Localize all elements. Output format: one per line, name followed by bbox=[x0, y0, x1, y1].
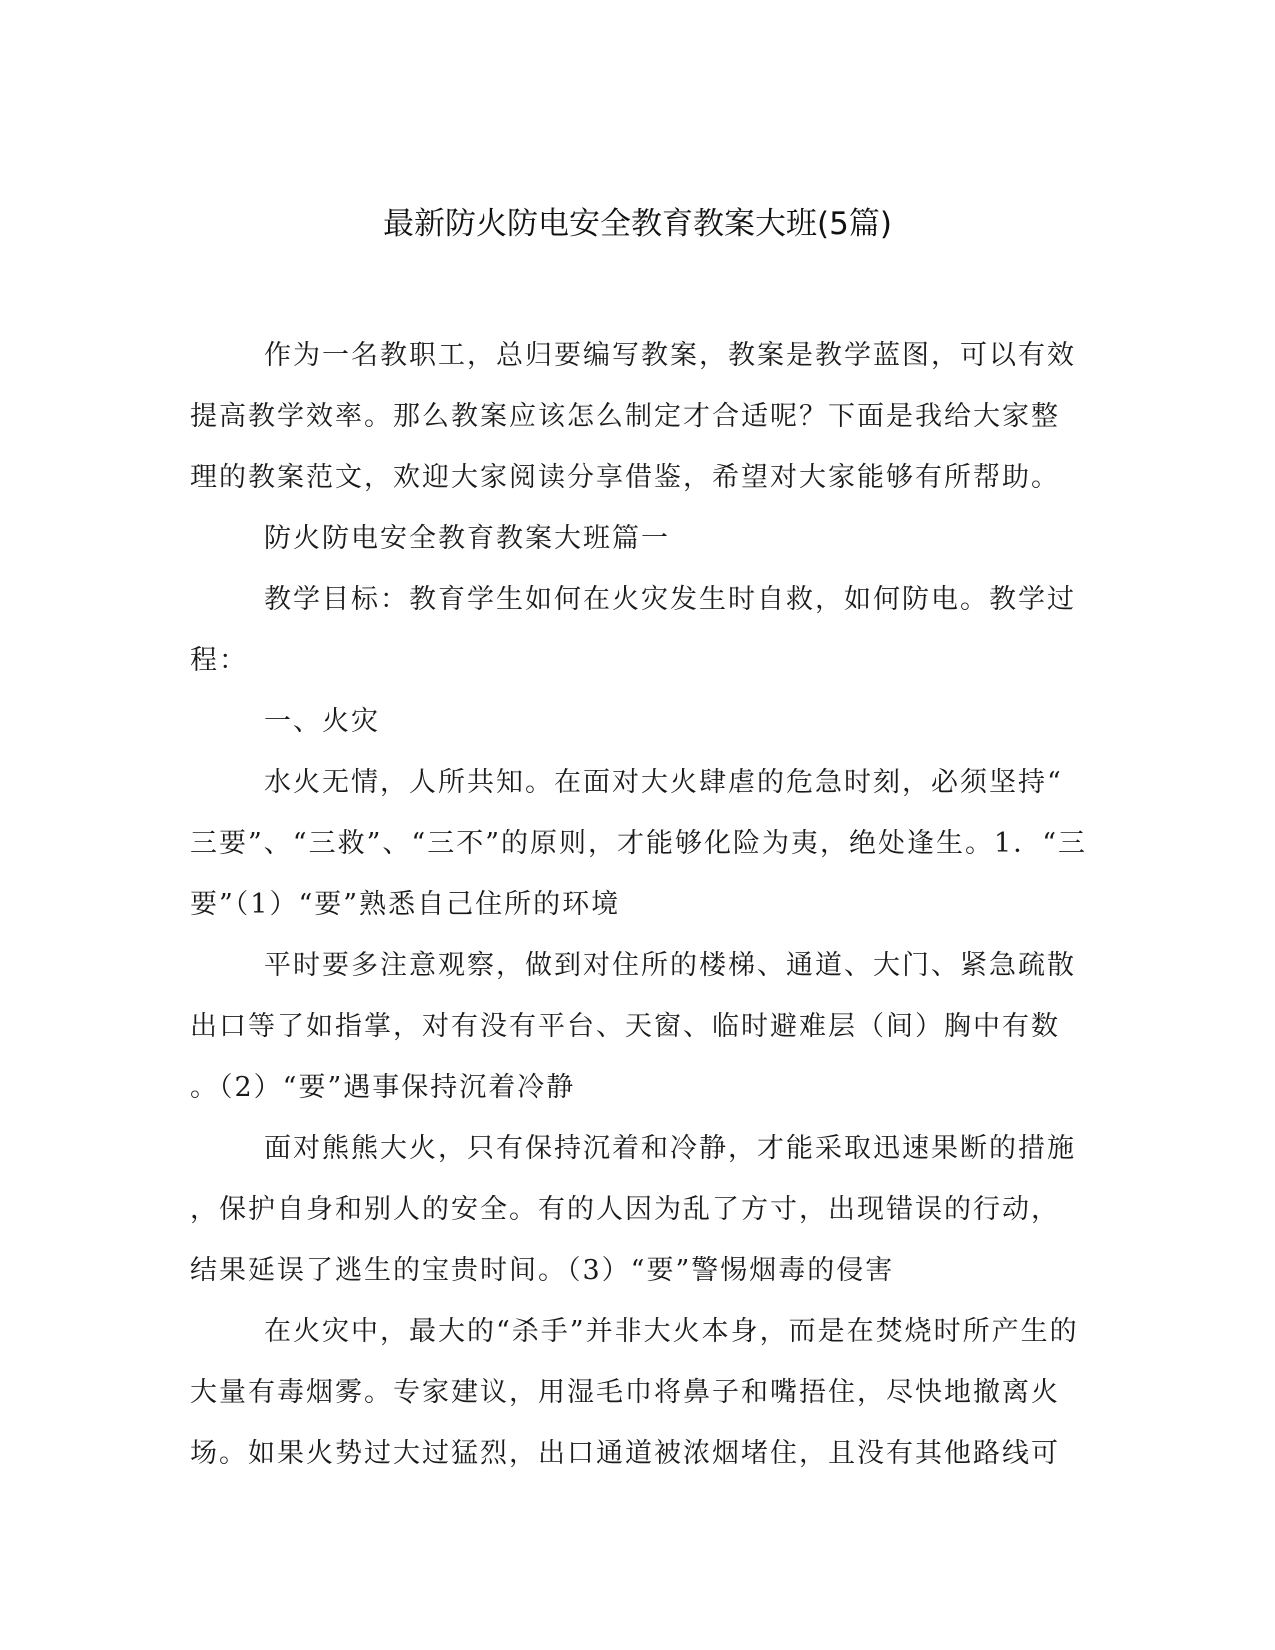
text-line: 三要”、“三救”、“三不”的原则，才能够化险为夷，绝处逢生。1．“三 bbox=[190, 828, 1087, 859]
text-line: 作为一名教职工，总归要编写教案，教案是教学蓝图，可以有效 bbox=[264, 340, 1076, 371]
section-heading: 防火防电安全教育教案大班篇一 bbox=[264, 523, 670, 554]
text-line: 大量有毒烟雾。专家建议，用湿毛巾将鼻子和嘴捂住，尽快地撤离火 bbox=[190, 1377, 1060, 1408]
text-line: 出口等了如指掌，对有没有平台、天窗、临时避难层（间）胸中有数 bbox=[190, 1011, 1060, 1042]
text-line: 程： bbox=[190, 645, 248, 676]
text-line: 平时要多注意观察，做到对住所的楼梯、通道、大门、紧急疏散 bbox=[264, 950, 1076, 981]
text-line: 教学目标：教育学生如何在火灾发生时自救，如何防电。教学过 bbox=[264, 584, 1076, 615]
document-title: 最新防火防电安全教育教案大班(5篇) bbox=[383, 206, 892, 242]
subsection-heading: 一、火灾 bbox=[264, 706, 380, 737]
text-line: 面对熊熊大火，只有保持沉着和冷静，才能采取迅速果断的措施 bbox=[264, 1133, 1076, 1164]
text-line: 结果延误了逃生的宝贵时间。（3）“要”警惕烟毒的侵害 bbox=[190, 1255, 895, 1286]
text-line: 在火灾中，最大的“杀手”并非大火本身，而是在焚烧时所产生的 bbox=[264, 1316, 1079, 1347]
text-line: 水火无情，人所共知。在面对大火肆虐的危急时刻，必须坚持“ bbox=[264, 767, 1063, 798]
text-line: 提高教学效率。那么教案应该怎么制定才合适呢？下面是我给大家整 bbox=[190, 401, 1060, 432]
text-line: 场。如果火势过大过猛烈，出口通道被浓烟堵住，且没有其他路线可 bbox=[190, 1438, 1060, 1469]
text-line: 。（2）“要”遇事保持沉着冷静 bbox=[190, 1072, 576, 1103]
text-line: ，保护自身和别人的安全。有的人因为乱了方寸，出现错误的行动， bbox=[190, 1194, 1060, 1225]
text-line: 理的教案范文，欢迎大家阅读分享借鉴，希望对大家能够有所帮助。 bbox=[190, 462, 1060, 493]
text-line: 要”（1）“要”熟悉自己住所的环境 bbox=[190, 889, 621, 920]
document-body bbox=[190, 325, 1087, 1484]
